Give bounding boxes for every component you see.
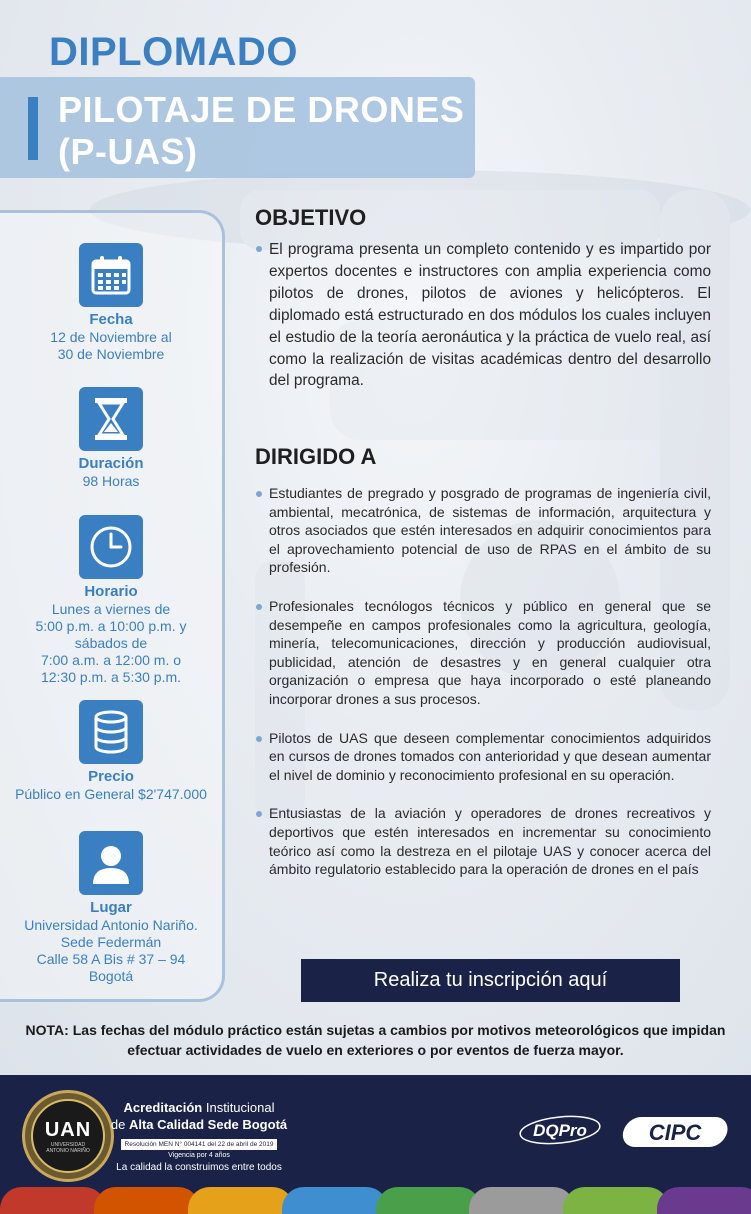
lugar-line: Calle 58 A Bis # 37 – 94 <box>36 951 186 967</box>
acc-line1 <box>110 1099 288 1116</box>
vigencia: Vigencia por 4 años <box>168 1152 230 1159</box>
color-stripes <box>0 1187 751 1214</box>
resolution-badge: Resolución MEN N° 004141 del 22 de abril de 2019 <box>121 1139 278 1150</box>
seal-subtext: ANTONIO NARIÑO <box>46 1147 90 1154</box>
cipc-logo-text: CIPC <box>648 1120 702 1145</box>
nota <box>20 1020 731 1060</box>
clock-icon <box>79 515 143 579</box>
seal-text: UAN <box>44 1118 92 1141</box>
stripe <box>188 1187 294 1214</box>
info-precio <box>0 700 222 803</box>
lugar-line: Sede Federmán <box>60 934 162 950</box>
acc-rest: de <box>110 1117 129 1132</box>
nota-text: Las fechas del módulo práctico están sujetas a cambios por motivos meteorológicos que impidan efectuar actividades de vuelo en exteriores o por eventos de fuerza mayor. <box>68 1022 726 1058</box>
user-icon <box>79 831 143 895</box>
dqpro-logo <box>518 1115 602 1145</box>
precio-label: Precio <box>88 768 134 785</box>
dqpro-logo-text: DQPro <box>533 1121 587 1140</box>
objetivo-section <box>255 205 711 392</box>
stripe <box>657 1187 751 1214</box>
info-lugar <box>0 831 222 985</box>
nota-label: NOTA: <box>25 1022 69 1038</box>
kicker: DIPLOMADO <box>49 30 298 74</box>
stripe <box>0 1187 106 1214</box>
info-fecha <box>0 243 222 363</box>
slogan: La calidad la construimos entre todos <box>116 1162 282 1173</box>
stripe <box>563 1187 669 1214</box>
database-icon <box>79 700 143 764</box>
lugar-line: Universidad Antonio Nariño. <box>24 917 198 933</box>
hourglass-icon <box>79 387 143 451</box>
title-accent-bar <box>28 97 38 160</box>
horario-line: 7:00 a.m. a 12:00 m. o <box>40 652 182 668</box>
duracion-label: Duración <box>78 455 144 472</box>
duracion-line: 98 Horas <box>82 473 140 489</box>
acc-rest: Institucional <box>202 1100 275 1115</box>
horario-line: 12:30 p.m. a 5:30 p.m. <box>40 669 182 685</box>
info-duracion <box>0 387 222 490</box>
horario-line: sábados de <box>74 635 148 651</box>
calendar-icon <box>79 243 143 307</box>
horario-line: Lunes a viernes de <box>51 601 171 617</box>
dirigido-section <box>255 444 711 879</box>
lugar-label: Lugar <box>90 899 132 916</box>
acc-bold: Alta Calidad Sede Bogotá <box>128 1117 288 1132</box>
fecha-label: Fecha <box>89 311 133 328</box>
fecha-line: 12 de Noviembre al <box>50 329 172 345</box>
stripe <box>469 1187 575 1214</box>
stripe <box>282 1187 388 1214</box>
fecha-line: 30 de Noviembre <box>57 346 165 362</box>
uan-seal-logo <box>22 1090 114 1182</box>
lugar-line: Bogotá <box>88 968 134 984</box>
page-subtitle: (P-UAS) <box>58 131 198 172</box>
precio-line: Público en General $2'747.000 <box>15 786 207 802</box>
accreditation-block <box>110 1099 288 1175</box>
stripe <box>376 1187 482 1214</box>
page-title: PILOTAJE DE DRONES <box>58 89 465 130</box>
acc-bold: Acreditación <box>123 1100 203 1115</box>
dirigido-item: Pilotos de UAS que deseen complementar conocimientos adquiridos en cursos de drones tomados con anterioridad y que desean aumentar el nivel de dominio y reconocimiento profesional en su operación. <box>255 729 711 785</box>
objetivo-text: El programa presenta un completo contenido y es impartido por expertos docentes e instructores con amplia experiencia como pilotos de drones, pilotos de aviones y helicópteros. El diplomado está estructurado en dos módulos los cuales incluyen el estudio de la teoría aeronáutica y la práctica de vuelo real, así como la realización de visitas académicas dentro del desarrollo del programa. <box>255 239 711 392</box>
seal-subtext: UNIVERSIDAD <box>50 1141 86 1148</box>
dirigido-item: Estudiantes de pregrado y posgrado de programas de ingeniería civil, ambiental, mecatrónica, de sistemas de información, arquitectura y otros asociados que estén interesados en adquirir conocimientos para el aprovechamiento potencial de uso de RPAS en el ámbito de su profesión. <box>255 484 711 577</box>
stripe <box>94 1187 200 1214</box>
objetivo-heading: OBJETIVO <box>255 205 367 230</box>
horario-line: 5:00 p.m. a 10:00 p.m. y <box>35 618 187 634</box>
dirigido-item: Entusiastas de la aviación y operadores de drones recreativos y deportivos que estén interesados en incrementar su conocimiento teórico así como la destreza en el pilotaje UAS y conocer acerca del ámbito regulatorio establecido para la operación de drones en el país <box>255 804 711 878</box>
dirigido-item: Profesionales tecnólogos técnicos y público en general que se desempeñe en campos profesionales como la agricultura, geología, minería, telecomunicaciones, dirección y producción audiovisual, publicidad, atención de desastres y en general cualquier otra organización o empresa que haya incorporado o esté planeando incorporar drones a sus procesos. <box>255 597 711 709</box>
footer <box>0 1075 751 1214</box>
horario-label: Horario <box>84 583 138 600</box>
cipc-logo <box>620 1114 730 1150</box>
info-horario <box>0 515 222 686</box>
dirigido-heading: DIRIGIDO A <box>255 444 377 469</box>
acc-line2 <box>110 1116 288 1133</box>
seal-inner <box>31 1099 105 1173</box>
inscripcion-button[interactable]: Realiza tu inscripción aquí <box>301 959 680 1002</box>
